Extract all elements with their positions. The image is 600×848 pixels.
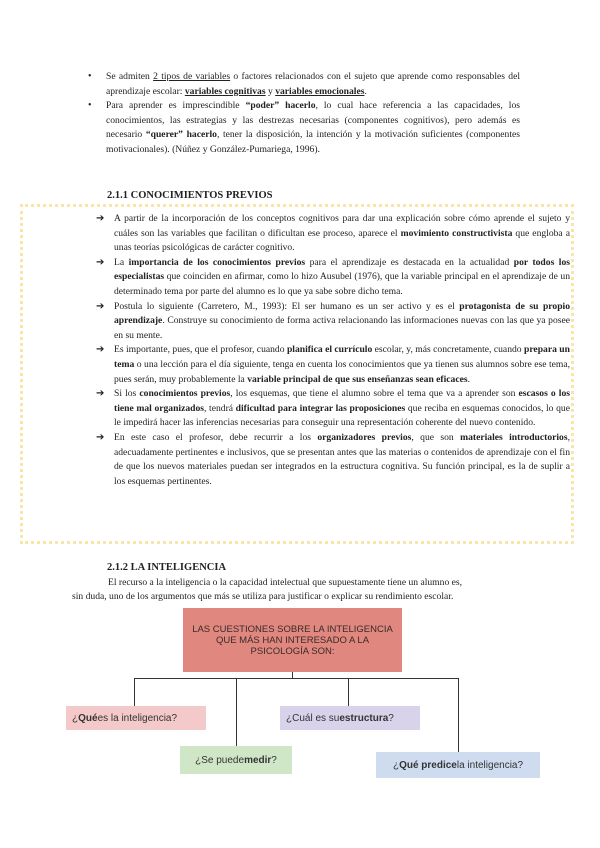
emphasis-text: materiales introductorios xyxy=(460,431,568,443)
text-run: Para aprender es imprescindible xyxy=(106,100,246,112)
bullet-text xyxy=(106,71,520,97)
conocimientos-list xyxy=(96,212,570,489)
text-run: En este caso el profesor, debe recurrir a los xyxy=(114,431,318,443)
arrow-icon: ➔ xyxy=(96,300,105,312)
text-run: que reciba en esquemas conocidos, lo que le impedirá hacer las inferencias necesarias para conseguir una representación coherente del nuevo contenido. xyxy=(114,402,570,429)
arrow-icon: ➔ xyxy=(96,213,105,224)
emphasis-text: conocimientos previos xyxy=(139,388,231,400)
text-run: y xyxy=(265,85,276,97)
arrow-icon: ➔ xyxy=(96,388,105,400)
question-box-medir xyxy=(180,746,292,774)
text-run: La xyxy=(114,256,129,268)
text-run: , que son xyxy=(411,431,461,443)
emphasis-text: prepara un tema xyxy=(114,344,570,370)
arrow-item-text xyxy=(114,432,570,487)
emphasis-text: por todos los especialistas xyxy=(114,256,570,283)
arrow-item xyxy=(96,300,570,344)
section-title-conocimientos: 2.1.1 CONOCIMIENTOS PREVIOS xyxy=(107,190,273,201)
arrow-item-text xyxy=(114,257,570,297)
arrow-item xyxy=(96,212,570,256)
question-box-estructura xyxy=(280,706,420,730)
emphasis-text: organizadores previos xyxy=(317,431,412,443)
text-run: , lo cual hace referencia a las capacidades, los conocimientos, las estrategias y las destrezas necesarias (componentes cognitivos), pero además es necesario xyxy=(106,100,520,141)
paragraph-line: El recurso a la inteligencia o la capacidad intelectual que supuestamente tiene un alumno es, xyxy=(108,577,463,588)
question-keyword: estructura xyxy=(339,712,389,724)
intro-bullet-list xyxy=(88,70,520,158)
arrow-item xyxy=(96,256,570,300)
text-run: , tendrá xyxy=(204,402,236,414)
arrow-icon: ➔ xyxy=(96,256,105,268)
diagram-root-text: LAS CUESTIONES SOBRE LA INTELIGENCIA QUE MÁS HAN INTERESADO A LA PSICOLOGÍA SON: xyxy=(192,623,393,657)
question-text: ? xyxy=(388,712,394,724)
section-title-inteligencia: 2.1.2 LA INTELIGENCIA xyxy=(107,562,227,573)
question-text: ¿Cuál es su xyxy=(286,712,340,724)
emphasis-text: escasos o los tiene mal organizados xyxy=(114,388,571,414)
question-text: ¿ xyxy=(72,712,79,724)
bullet-item xyxy=(88,70,520,99)
text-run: Se admiten xyxy=(106,71,154,82)
arrow-icon: ➔ xyxy=(96,431,105,443)
text-run: Postula lo siguiente (Carretero, M., 1993): El ser humano es un ser activo y es el xyxy=(114,300,460,312)
arrow-item-text xyxy=(114,301,570,341)
text-run: que coinciden en afirmar, como lo hizo Ausubel (1976), que la variable principal en el aprendizaje de un determinado tema por parte del alumno es lo que ya sabe sobre dicho tema. xyxy=(114,271,570,297)
text-run: o una lección para el día siguiente, tenga en cuenta los conocimientos que ya tienen sus alumnos sobre ese tema, pues serán, muy probablemente la xyxy=(114,358,570,385)
bullet-item xyxy=(88,99,520,157)
text-run: A partir de la incorporación de los conceptos cognitivos para dar una explicación sobre cómo aprende el sujeto y cuáles son las variables que facilitan o dificultan ese proceso, aparece el xyxy=(114,213,570,239)
question-keyword: medir xyxy=(244,754,272,766)
arrow-item-text xyxy=(114,344,570,384)
emphasis-text: variable principal de que sus enseñanzas sean eficaces xyxy=(247,373,468,385)
bullet-icon: • xyxy=(88,100,92,112)
emphasis-text: movimiento constructivista xyxy=(400,227,513,239)
question-keyword: Qué predice xyxy=(399,759,457,771)
connector-line xyxy=(134,678,458,679)
diagram-root-box xyxy=(183,608,402,672)
arrow-icon: ➔ xyxy=(96,344,105,356)
text-run: Es importante, pues, que el profesor, cuando xyxy=(114,344,287,356)
connector-line xyxy=(348,678,349,706)
paragraph-line: sin duda, uno de los argumentos que más se utiliza para justificar o explicar su rendimiento escolar. xyxy=(72,590,454,602)
question-text: ¿Se puede xyxy=(195,754,245,766)
text-run: . xyxy=(467,373,471,385)
arrow-item xyxy=(96,343,570,387)
arrow-item xyxy=(96,431,570,489)
emphasis-text: variables emocionales xyxy=(275,85,365,97)
emphasis-text: protagonista de su propio aprendizaje xyxy=(114,300,570,327)
inteligencia-paragraph xyxy=(72,576,542,603)
text-run: , los esquemas, que tiene el alumno sobre el tema que va a aprender son xyxy=(230,388,519,400)
emphasis-text: variables cognitivas xyxy=(184,85,266,97)
connector-line xyxy=(236,678,237,746)
question-text: la inteligencia? xyxy=(456,759,524,771)
connector-line xyxy=(134,678,135,706)
question-keyword: Qué xyxy=(78,712,98,724)
emphasis-text: “poder” hacerlo xyxy=(245,100,316,112)
text-run: escolar, y, más concretamente, cuando xyxy=(372,344,525,356)
question-text: ? xyxy=(271,754,277,766)
text-run: . Construye su conocimiento de forma activa relacionando las informaciones nuevas con las que ya posee en su mente. xyxy=(114,315,570,341)
arrow-item xyxy=(96,387,570,431)
text-run: , tener la disposición, la intención y la motivación suficientes (componentes motivacionales). (Núñez y González-Pumariega, 1996). xyxy=(106,129,520,155)
question-box-que-es xyxy=(66,706,206,730)
bullet-icon: • xyxy=(88,71,92,82)
text-run: Si los xyxy=(114,388,140,400)
text-run: que engloba a unas teorías psicológicas de carácter cognitivo. xyxy=(114,227,570,254)
emphasis-text: 2 tipos de variables xyxy=(153,71,231,82)
question-box-predice xyxy=(376,752,540,778)
arrow-item-text xyxy=(114,213,570,253)
connector-line xyxy=(458,678,459,752)
emphasis-text: dificultad para integrar las proposiciones xyxy=(235,402,406,414)
question-text: es la inteligencia? xyxy=(97,712,178,724)
question-text: ¿ xyxy=(392,759,400,771)
text-run: para el aprendizaje es destacada en la actualidad xyxy=(305,256,514,268)
emphasis-text: importancia de los conocimientos previos xyxy=(128,256,306,268)
arrow-item-text xyxy=(114,388,570,428)
text-run: . xyxy=(364,85,367,97)
emphasis-text: planifica el currículo xyxy=(286,344,373,356)
emphasis-text: “querer” hacerlo xyxy=(145,129,217,141)
text-run: , adecuadamente pertinentes e inclusivos, que se presentan antes que las materias o contenidos de aprendizaje con el fin de que los nuevos materiales puedan ser integrados en la estructura cognitiva. Su función principal, es la de suplir a los esquemas pertinentes. xyxy=(114,431,570,487)
text-run: o factores relacionados con el sujeto que aprende como responsables del aprendizaje escolar: xyxy=(106,71,520,97)
bullet-text xyxy=(106,100,520,155)
